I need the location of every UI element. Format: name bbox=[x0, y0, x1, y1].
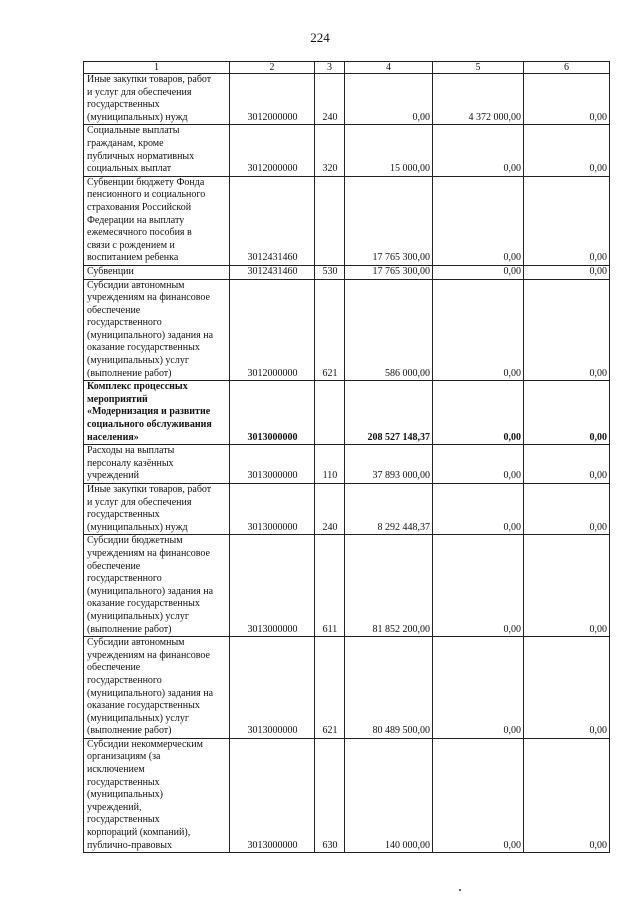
table-row bbox=[84, 738, 610, 852]
expense-name-line: оказание государственных bbox=[87, 700, 200, 712]
table-row bbox=[84, 484, 610, 535]
expense-name-line: (муниципальных) услуг bbox=[87, 610, 189, 622]
expense-name-line: Субсидии автономным bbox=[87, 279, 185, 291]
amount-col-5: 0,00 bbox=[433, 381, 524, 445]
amount-col-4: 17 765 300,00 bbox=[345, 265, 433, 279]
amount-col-6: 0,00 bbox=[524, 445, 610, 484]
expense-name-line: Субвенции бюджету Фонда bbox=[87, 176, 205, 188]
table-row bbox=[84, 279, 610, 381]
table-row bbox=[84, 176, 610, 265]
expense-name-line: государственных bbox=[87, 509, 160, 521]
target-article-code: 3012431460 bbox=[230, 265, 315, 279]
expense-name-line: корпораций (компаний), bbox=[87, 827, 191, 839]
expense-type-code bbox=[315, 381, 345, 445]
amount-col-6: 0,00 bbox=[524, 535, 610, 637]
amount-col-6: 0,00 bbox=[524, 74, 610, 125]
amount-col-5: 0,00 bbox=[433, 176, 524, 265]
expense-name bbox=[84, 381, 230, 445]
column-header: 1 bbox=[84, 62, 230, 74]
amount-col-6: 0,00 bbox=[524, 125, 610, 176]
target-article-code: 3013000000 bbox=[230, 738, 315, 852]
page-number: 224 bbox=[310, 30, 330, 45]
amount-col-4: 208 527 148,37 bbox=[345, 381, 433, 445]
expense-name-line: Расходы на выплаты bbox=[87, 445, 175, 457]
expense-name-line: Комплекс процессных bbox=[87, 381, 188, 393]
expense-name-line: (выполнение работ) bbox=[87, 367, 172, 379]
expense-name-line: социального обслуживания bbox=[87, 419, 212, 431]
amount-col-4: 17 765 300,00 bbox=[345, 176, 433, 265]
expense-type-code: 240 bbox=[315, 484, 345, 535]
target-article-code: 3013000000 bbox=[230, 445, 315, 484]
expense-name-line: публично-правовых bbox=[87, 839, 172, 851]
column-header: 5 bbox=[433, 62, 524, 74]
amount-col-5: 0,00 bbox=[433, 637, 524, 739]
expense-name bbox=[84, 637, 230, 739]
target-article-code: 3013000000 bbox=[230, 535, 315, 637]
table-row bbox=[84, 381, 610, 445]
header-row bbox=[84, 62, 610, 74]
amount-col-5: 0,00 bbox=[433, 445, 524, 484]
target-article-code: 3012431460 bbox=[230, 176, 315, 265]
amount-col-5: 4 372 000,00 bbox=[433, 74, 524, 125]
expense-name-line: связи с рождением и bbox=[87, 239, 175, 251]
amount-col-5: 0,00 bbox=[433, 484, 524, 535]
amount-col-6: 0,00 bbox=[524, 265, 610, 279]
column-header: 4 bbox=[345, 62, 433, 74]
expense-name-line: Социальные выплаты bbox=[87, 125, 180, 137]
amount-col-5: 0,00 bbox=[433, 279, 524, 381]
expense-name-line: публичных нормативных bbox=[87, 150, 195, 162]
amount-col-6: 0,00 bbox=[524, 738, 610, 852]
expense-name-line: Субсидии автономным bbox=[87, 637, 185, 649]
expense-name bbox=[84, 176, 230, 265]
expense-name-line: учреждениям на финансовое bbox=[87, 547, 210, 559]
expense-type-code bbox=[315, 176, 345, 265]
amount-col-5: 0,00 bbox=[433, 125, 524, 176]
expense-name-line: и услуг для обеспечения bbox=[87, 86, 192, 98]
amount-col-4: 8 292 448,37 bbox=[345, 484, 433, 535]
table-row bbox=[84, 125, 610, 176]
expense-type-code: 110 bbox=[315, 445, 345, 484]
amount-col-5: 0,00 bbox=[433, 265, 524, 279]
expense-name bbox=[84, 125, 230, 176]
expense-name-line: Субсидии бюджетным bbox=[87, 535, 183, 547]
amount-col-4: 586 000,00 bbox=[345, 279, 433, 381]
expense-name-line: (муниципального) задания на bbox=[87, 585, 214, 597]
amount-col-6: 0,00 bbox=[524, 381, 610, 445]
expense-name-line: обеспечение bbox=[87, 662, 141, 674]
expense-name-line: населения» bbox=[87, 431, 139, 443]
expense-name-line: (муниципальных) нужд bbox=[87, 521, 188, 533]
expense-type-code: 630 bbox=[315, 738, 345, 852]
expense-name bbox=[84, 535, 230, 637]
expense-name bbox=[84, 738, 230, 852]
column-header: 3 bbox=[315, 62, 345, 74]
budget-table bbox=[83, 61, 610, 853]
expense-name-line: государственного bbox=[87, 317, 162, 329]
table-row bbox=[84, 535, 610, 637]
table-row bbox=[84, 265, 610, 279]
amount-col-6: 0,00 bbox=[524, 279, 610, 381]
amount-col-4: 81 852 200,00 bbox=[345, 535, 433, 637]
expense-name-line: (муниципальных) услуг bbox=[87, 355, 189, 367]
expense-name-line: государственных bbox=[87, 814, 160, 826]
expense-name-line: Субсидии некоммерческим bbox=[87, 738, 203, 750]
expense-name-line: Иные закупки товаров, работ bbox=[87, 74, 212, 85]
expense-name bbox=[84, 445, 230, 484]
expense-name-line: оказание государственных bbox=[87, 342, 200, 354]
target-article-code: 3013000000 bbox=[230, 381, 315, 445]
expense-name bbox=[84, 74, 230, 125]
amount-col-4: 37 893 000,00 bbox=[345, 445, 433, 484]
expense-name-line: мероприятий bbox=[87, 393, 148, 405]
expense-type-code: 320 bbox=[315, 125, 345, 176]
expense-name-line: ежемесячного пособия в bbox=[87, 227, 192, 239]
table-row bbox=[84, 637, 610, 739]
expense-name bbox=[84, 484, 230, 535]
expense-name-line: государственных bbox=[87, 99, 160, 111]
expense-name-line: (муниципальных) услуг bbox=[87, 712, 189, 724]
expense-name-line: государственного bbox=[87, 573, 162, 585]
expense-name-line: государственных bbox=[87, 776, 160, 788]
expense-name-line: гражданам, кроме bbox=[87, 137, 164, 149]
expense-name-line: учреждениям на финансовое bbox=[87, 649, 210, 661]
expense-name-line: государственного bbox=[87, 674, 162, 686]
amount-col-6: 0,00 bbox=[524, 637, 610, 739]
expense-name-line: страхования Российской bbox=[87, 201, 192, 213]
page-speck bbox=[459, 889, 461, 891]
expense-name-line: учреждений, bbox=[87, 801, 142, 813]
column-header: 6 bbox=[524, 62, 610, 74]
expense-name-line: воспитанием ребенка bbox=[87, 252, 179, 264]
expense-name-line: Федерации на выплату bbox=[87, 214, 185, 226]
amount-col-4: 140 000,00 bbox=[345, 738, 433, 852]
amount-col-4: 15 000,00 bbox=[345, 125, 433, 176]
expense-name-line: организациям (за bbox=[87, 751, 161, 763]
expense-name bbox=[84, 265, 230, 279]
table-row bbox=[84, 445, 610, 484]
expense-name-line: учреждениям на финансовое bbox=[87, 292, 210, 304]
expense-name-line: (муниципальных) bbox=[87, 789, 163, 801]
expense-name-line: (муниципальных) нужд bbox=[87, 111, 188, 123]
table-row bbox=[84, 74, 610, 125]
amount-col-6: 0,00 bbox=[524, 176, 610, 265]
expense-name-line: Иные закупки товаров, работ bbox=[87, 484, 212, 495]
expense-name-line: пенсионного и социального bbox=[87, 189, 206, 201]
expense-name-line: (муниципального) задания на bbox=[87, 329, 214, 341]
expense-name-line: (муниципального) задания на bbox=[87, 687, 214, 699]
expense-name bbox=[84, 279, 230, 381]
expense-name-line: «Модернизация и развитие bbox=[87, 406, 211, 418]
expense-type-code: 611 bbox=[315, 535, 345, 637]
expense-name-line: (выполнение работ) bbox=[87, 623, 172, 635]
target-article-code: 3012000000 bbox=[230, 74, 315, 125]
expense-name-line: социальных выплат bbox=[87, 163, 172, 175]
expense-type-code: 240 bbox=[315, 74, 345, 125]
expense-name-line: и услуг для обеспечения bbox=[87, 496, 192, 508]
expense-name-line: персоналу казённых bbox=[87, 457, 174, 469]
expense-name-line: обеспечение bbox=[87, 304, 141, 316]
column-header: 2 bbox=[230, 62, 315, 74]
amount-col-4: 0,00 bbox=[345, 74, 433, 125]
expense-name-line: обеспечение bbox=[87, 560, 141, 572]
amount-col-5: 0,00 bbox=[433, 738, 524, 852]
target-article-code: 3012000000 bbox=[230, 279, 315, 381]
expense-name-line: оказание государственных bbox=[87, 598, 200, 610]
target-article-code: 3013000000 bbox=[230, 484, 315, 535]
target-article-code: 3013000000 bbox=[230, 637, 315, 739]
expense-name-line: Субвенции bbox=[87, 265, 134, 277]
expense-type-code: 621 bbox=[315, 637, 345, 739]
expense-name-line: (выполнение работ) bbox=[87, 725, 172, 737]
target-article-code: 3012000000 bbox=[230, 125, 315, 176]
expense-name-line: исключением bbox=[87, 764, 145, 776]
amount-col-4: 80 489 500,00 bbox=[345, 637, 433, 739]
amount-col-6: 0,00 bbox=[524, 484, 610, 535]
expense-type-code: 621 bbox=[315, 279, 345, 381]
expense-type-code: 530 bbox=[315, 265, 345, 279]
amount-col-5: 0,00 bbox=[433, 535, 524, 637]
expense-name-line: учреждений bbox=[87, 470, 139, 482]
